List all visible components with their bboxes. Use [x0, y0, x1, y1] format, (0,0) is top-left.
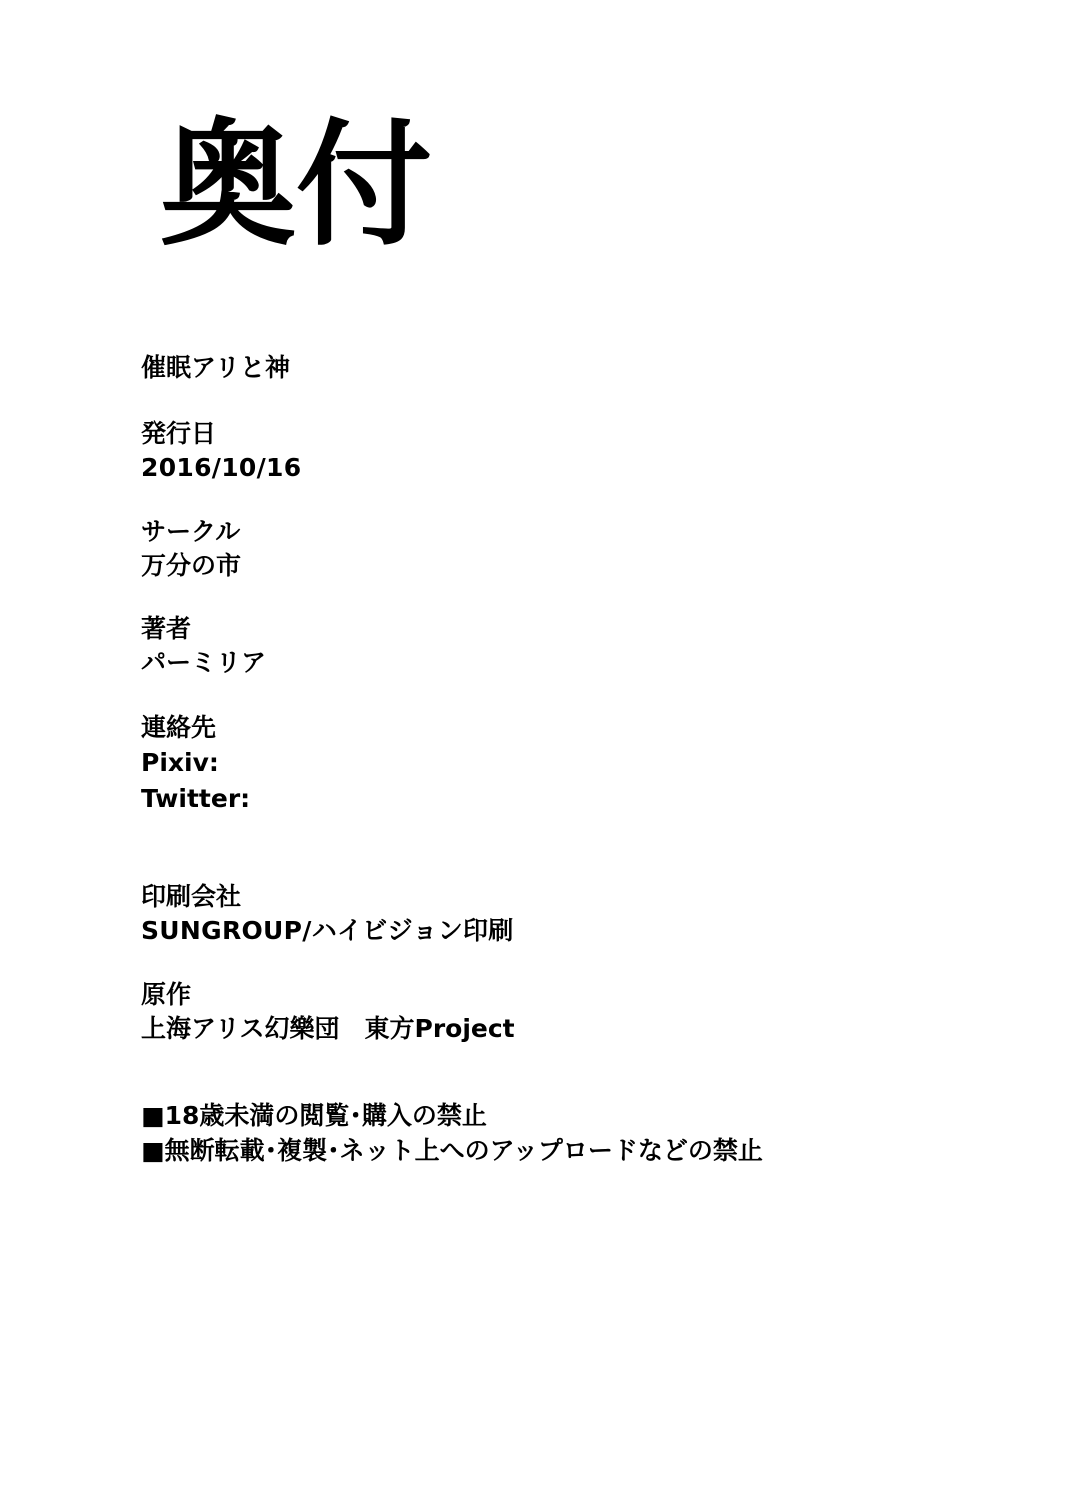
- page-title: 奥付: [160, 107, 432, 265]
- field-value: 2016/10/16: [141, 453, 302, 482]
- work-title: 催眠アリと神: [141, 353, 291, 382]
- field-value: 万分の市: [141, 550, 242, 580]
- field-label: 著者: [141, 614, 192, 644]
- field-label: 原作: [141, 979, 192, 1009]
- field-circle: [141, 515, 961, 583]
- contact-twitter: Twitter:: [141, 783, 251, 813]
- field-label: 印刷会社: [141, 882, 242, 912]
- notices: [141, 1099, 961, 1168]
- field-contact: [141, 710, 961, 817]
- field-label: 連絡先: [141, 712, 217, 742]
- contact-pixiv: Pixiv:: [141, 748, 219, 778]
- field-label: 発行日: [141, 419, 217, 449]
- field-original-work: [141, 978, 961, 1046]
- notice-age-restriction: ■18歳未満の閲覧･購入の禁止: [141, 1101, 487, 1131]
- colophon-details: [141, 352, 961, 1168]
- field-publication-date: [141, 417, 961, 485]
- field-value: 上海アリス幻樂団 東方Project: [141, 1013, 515, 1043]
- spacer: [141, 1075, 961, 1081]
- field-label: サークル: [141, 516, 241, 546]
- field-value: SUNGROUP/ハイビジョン印刷: [141, 916, 514, 945]
- notice-reproduction-ban: ■無断転載･複製･ネット上へのアップロードなどの禁止: [141, 1135, 763, 1165]
- field-author: [141, 612, 961, 680]
- field-printer: [141, 880, 961, 948]
- field-value: パーミリア: [141, 648, 267, 677]
